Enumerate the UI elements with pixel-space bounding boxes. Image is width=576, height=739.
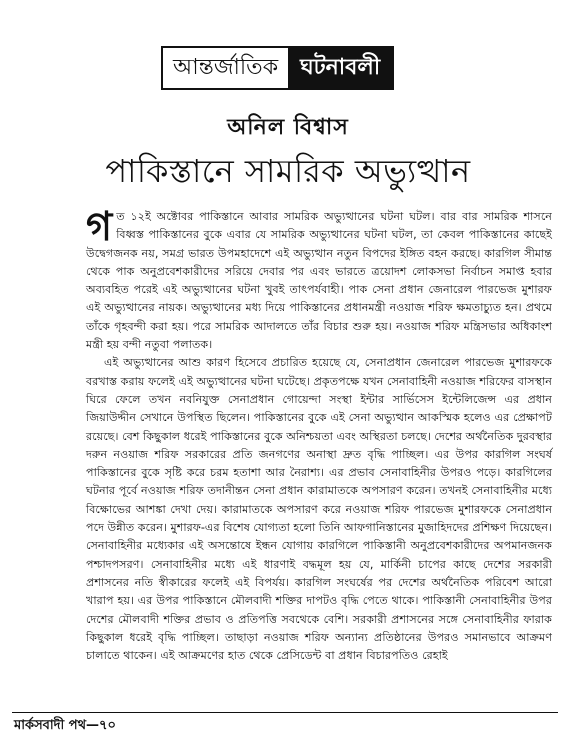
paragraph-1	[86, 204, 552, 354]
article-body	[86, 204, 552, 665]
drop-cap: গ	[86, 204, 113, 250]
footer-divider	[12, 712, 558, 713]
section-label-highlight: ঘটনাবলী	[288, 48, 392, 88]
page-footer: মার্কসবাদী পথ—৭০	[14, 718, 116, 733]
article-title: পাকিস্তানে সামরিক অভ্যুত্থান	[105, 152, 471, 190]
paragraph-1-text: ত ১২ই অক্টোবর পাকিস্তানে আবার সামরিক অভ্যুত্থানের ঘটনা ঘটল। বার বার সামরিক শাসনে বিধ্বস্ত পাকিস্তানের বুকে এবার যে সামরিক অভ্যুত্থানের ঘটনা ঘটল, তা কেবল পাকিস্তানের কাছেই উদ্বেগজনক নয়, সমগ্র ভারত উপমহাদেশে এই অভ্যুত্থান নতুন বিপদের ইঙ্গিত বহন করছে। কারগিল সীমান্ত থেকে পাক অনুপ্রবেশকারীদের সরিয়ে দেবার পর এবং ভারতে ত্রয়োদশ লোকসভা নির্বাচন সমাপ্ত হবার অব্যবহিত পরেই এই অভ্যুত্থানের ঘটনা খুবই তাৎপর্যবাহী। পাক সেনা প্রধান জেনারেল পারভেজ মুশারফ এই অভ্যুত্থানের নায়ক। অভ্যুত্থানের মধ্য দিয়ে পাকিস্তানের প্রধানমন্ত্রী নওয়াজ শরিফ ক্ষমতাচ্যুত হন। প্রথমে তাঁকে গৃহবন্দী করা হয়। পরে সামরিক আদালতে তাঁর বিচার শুরু হয়। নওয়াজ শরিফ মন্ত্রিসভার অধিকাংশ মন্ত্রী হয় বন্দী নতুবা পলাতক।	[86, 210, 552, 352]
section-label: আন্তর্জাতিক	[163, 48, 288, 88]
author-name: অনিল বিশ্বাস	[227, 115, 349, 140]
paragraph-2: এই অভ্যুত্থানের আশু কারণ হিসেবে প্রচারিত হয়েছে যে, সেনাপ্রধান জেনারেল পারভেজ মুশারফকে বরখাস্ত করায় ফলেই এই অভ্যুত্থানের ঘটনা ঘটেছে। প্রকৃতপক্ষে যখন সেনাবাহিনী নওয়াজ শরিফের বাসস্থান ঘিরে ফেলে তখন নবনিযুক্ত সেনাপ্রধান গোয়েন্দা সংস্থা ইন্টার সার্ভিসেস ইন্টেলিজেন্স এর প্রধান জিয়াউদ্দীন সেখানে উপস্থিত ছিলেন। পাকিস্তানের বুকে এই সেনা অভ্যুত্থান আকস্মিক হলেও এর প্রেক্ষাপট রয়েছে। বেশ কিছুকাল ধরেই পাকিস্তানের বুকে অনিশ্চয়তা এবং অস্থিরতা চলছে। দেশের অর্থনৈতিক দুরবস্থার দরুন নওয়াজ শরিফ সরকারের প্রতি জনগণের অনাস্থা দ্রুত বৃদ্ধি পাচ্ছিল। এর উপর কারগিল সংঘর্ষ পাকিস্তানের বুকে সৃষ্টি করে চরম হতাশা আর নৈরাশ্য। এর প্রভাব সেনাবাহিনীর উপরও পড়ে। কারগিলের ঘটনার পূর্বে নওয়াজ শরিফ তদানীন্তন সেনা প্রধান কারামাতকে অপসারণ করেন। তখনই সেনাবাহিনীর মধ্যে বিক্ষোভের আশঙ্কা দেখা দেয়। কারামাতকে অপসারণ করে নওয়াজ শরিফ পারভেজ মুশারফকে সেনাপ্রধান পদে উন্নীত করেন। মুশারফ-এর বিশেষ যোগ্যতা হলো তিনি আফগানিস্তানের মুজাহিদদের প্রশিক্ষণ দিয়েছেন। সেনাবাহিনীর মধ্যেকার এই অসন্তোষে ইন্ধন যোগায় কারগিলে পাকিস্তানী অনুপ্রবেশকারীদের অপমানজনক পশ্চাদপসরণ। সেনাবাহিনীর মধ্যে এই ধারণাই বদ্ধমূল হয় যে, মার্কিনী চাপের কাছে দেশের সরকারী প্রশাসনের নতি স্বীকারের ফলেই এই বিপর্যয়। কারগিল সংঘর্ষের পর দেশের অর্থনৈতিক পরিবেশ আরো খারাপ হয়। এর উপর পাকিস্তানে মৌলবাদী শক্তির দাপটও বৃদ্ধি পেতে থাকে। পাকিস্তানী সেনাবাহিনীর উপর দেশের মৌলবাদী শক্তির প্রভাব ও প্রতিপত্তি সবথেকে বেশি। সরকারী প্রশাসনের সঙ্গে সেনাবাহিনীর ফারাক কিছুকাল ধরেই বৃদ্ধি পাচ্ছিল। তাছাড়া নওয়াজ শরিফ অন্যান্য প্রতিষ্ঠানের উপরও সমানভাবে আক্রমণ চালাতে থাকেন। এই আক্রমণের হাত থেকে প্রেসিডেন্ট বা প্রধান বিচারপতিও রেহাই	[86, 356, 552, 663]
section-banner	[161, 46, 394, 90]
